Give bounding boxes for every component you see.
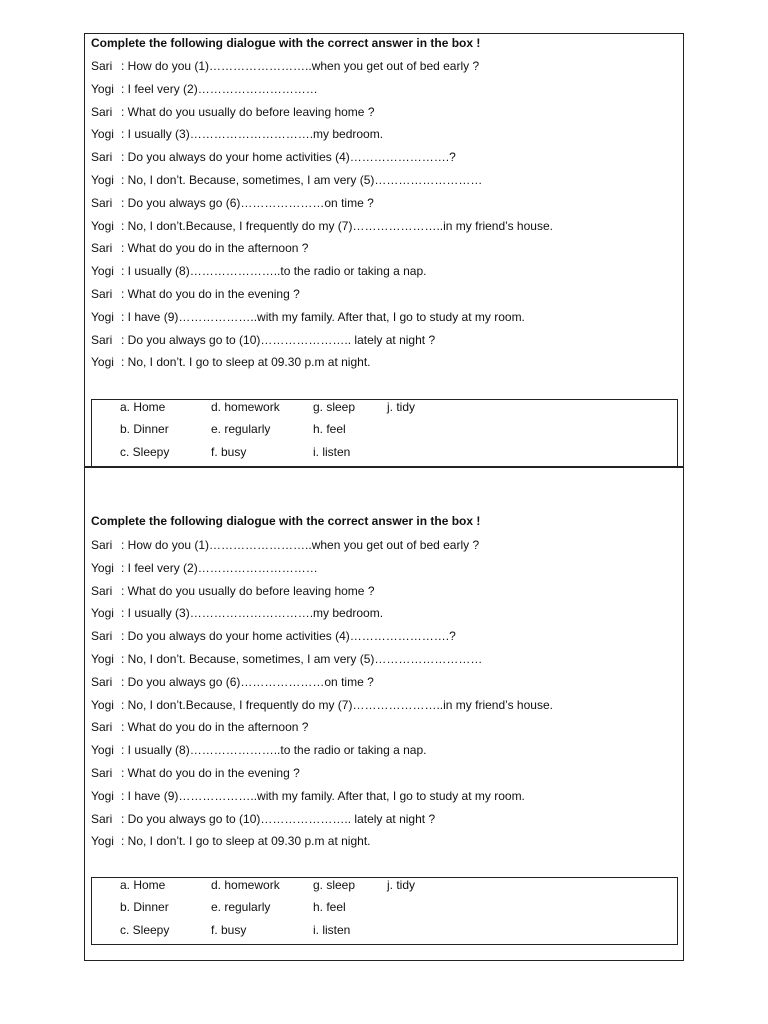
dialogue-line: [91, 283, 679, 306]
dialogue-line: [91, 694, 679, 717]
answer-option: d. homework: [211, 400, 280, 414]
speaker-name: Sari: [91, 811, 113, 826]
utterance: : No, I don’t. I go to sleep at 09.30 p.m at night.: [121, 355, 371, 370]
dialogue-line: [91, 785, 679, 808]
dialogue-line: [91, 169, 679, 192]
dialogue-line: [91, 55, 679, 78]
utterance: : I usually (8)…………………..to the radio or taking a nap.: [121, 264, 427, 279]
utterance: : I have (9)………………..with my family. After that, I go to study at my room.: [121, 309, 525, 324]
utterance: : No, I don’t. Because, sometimes, I am very (5)………………………: [121, 172, 483, 187]
dialogue-line: [91, 716, 679, 739]
dialogue-line: [91, 830, 679, 853]
utterance: : What do you do in the afternoon ?: [121, 241, 309, 256]
utterance: : Do you always go to (10)………………….. lately at night ?: [121, 811, 436, 826]
utterance: : I have (9)………………..with my family. After that, I go to study at my room.: [121, 788, 525, 803]
speaker-name: Yogi: [91, 560, 114, 575]
dialogue-line: [91, 237, 679, 260]
dialogue-line: [91, 534, 679, 557]
answer-option: j. tidy: [387, 878, 416, 892]
speaker-name: Sari: [91, 59, 113, 73]
speaker-name: Yogi: [91, 788, 114, 803]
answer-option: c. Sleepy: [120, 923, 170, 937]
speaker-name: Yogi: [91, 606, 114, 621]
speaker-name: Sari: [91, 583, 113, 598]
dialogue-line: [91, 146, 679, 169]
answer-option: j. tidy: [387, 400, 416, 414]
utterance: : Do you always do your home activities (4)…………………….?: [121, 629, 456, 644]
speaker-name: Sari: [91, 104, 113, 119]
dialogue-line: [91, 739, 679, 762]
dialogue-line: [91, 762, 679, 785]
dialogue-line: [91, 671, 679, 694]
answer-option: f. busy: [211, 445, 247, 459]
answer-option: f. busy: [211, 923, 247, 937]
speaker-name: Sari: [91, 629, 113, 644]
utterance: : No, I don’t.Because, I frequently do my (7)…………………..in my friend’s house.: [121, 697, 553, 712]
instruction-heading: Complete the following dialogue with the correct answer in the box !: [91, 514, 481, 528]
dialogue-line: [91, 557, 679, 580]
answer-option: a. Home: [120, 878, 166, 892]
utterance: : I feel very (2)…………………………: [121, 560, 318, 575]
dialogue-line: [91, 648, 679, 671]
dialogue-line: [91, 602, 679, 625]
speaker-name: Yogi: [91, 355, 114, 370]
speaker-name: Sari: [91, 765, 113, 780]
utterance: : I usually (3)………………………….my bedroom.: [121, 127, 384, 142]
speaker-name: Yogi: [91, 81, 114, 96]
utterance: : I usually (8)…………………..to the radio or taking a nap.: [121, 743, 427, 758]
answer-option: i. listen: [313, 445, 351, 459]
utterance: : I usually (3)………………………….my bedroom.: [121, 606, 384, 621]
worksheet-2: [84, 467, 684, 961]
utterance: : No, I don’t. I go to sleep at 09.30 p.m at night.: [121, 834, 371, 849]
utterance: : I feel very (2)…………………………: [121, 81, 318, 96]
dialogue-line: [91, 329, 679, 352]
speaker-name: Sari: [91, 286, 113, 301]
instruction-heading: Complete the following dialogue with the correct answer in the box !: [91, 36, 481, 50]
utterance: : No, I don’t. Because, sometimes, I am very (5)………………………: [121, 651, 483, 666]
answer-options-box: [91, 877, 678, 945]
answer-option: g. sleep: [313, 400, 356, 414]
dialogue-line: [91, 351, 679, 374]
answer-option: e. regularly: [211, 900, 271, 914]
speaker-name: Sari: [91, 150, 113, 165]
speaker-name: Yogi: [91, 309, 114, 324]
speaker-name: Yogi: [91, 172, 114, 187]
utterance: : How do you (1)……………………..when you get out of bed early ?: [121, 59, 480, 73]
speaker-name: Sari: [91, 538, 113, 552]
dialogue-line: [91, 306, 679, 329]
speaker-name: Yogi: [91, 651, 114, 666]
speaker-name: Yogi: [91, 264, 114, 279]
answer-option: g. sleep: [313, 878, 356, 892]
utterance: : What do you usually do before leaving home ?: [121, 583, 375, 598]
dialogue-line: [91, 625, 679, 648]
dialogue-line: [91, 123, 679, 146]
speaker-name: Sari: [91, 195, 113, 210]
answer-option: c. Sleepy: [120, 445, 170, 459]
dialogue: [91, 55, 679, 374]
answer-option: b. Dinner: [120, 900, 169, 914]
speaker-name: Yogi: [91, 218, 114, 233]
speaker-name: Yogi: [91, 743, 114, 758]
speaker-name: Sari: [91, 674, 113, 689]
answer-option: b. Dinner: [120, 422, 169, 436]
worksheet-1: [84, 33, 684, 467]
utterance: : How do you (1)……………………..when you get out of bed early ?: [121, 538, 480, 552]
answer-options-box: [91, 399, 678, 467]
utterance: : What do you do in the evening ?: [121, 286, 300, 301]
dialogue: [91, 534, 679, 853]
utterance: : Do you always go to (10)………………….. lately at night ?: [121, 332, 436, 347]
speaker-name: Sari: [91, 720, 113, 735]
answer-option: a. Home: [120, 400, 166, 414]
dialogue-line: [91, 215, 679, 238]
utterance: : What do you do in the afternoon ?: [121, 720, 309, 735]
answer-option: h. feel: [313, 900, 346, 914]
answer-option: h. feel: [313, 422, 346, 436]
speaker-name: Sari: [91, 241, 113, 256]
dialogue-line: [91, 78, 679, 101]
answer-option: i. listen: [313, 923, 351, 937]
speaker-name: Sari: [91, 332, 113, 347]
dialogue-line: [91, 808, 679, 831]
speaker-name: Yogi: [91, 697, 114, 712]
speaker-name: Yogi: [91, 834, 114, 849]
dialogue-line: [91, 580, 679, 603]
utterance: : What do you do in the evening ?: [121, 765, 300, 780]
dialogue-line: [91, 101, 679, 124]
answer-option: d. homework: [211, 878, 280, 892]
answer-option: e. regularly: [211, 422, 271, 436]
utterance: : What do you usually do before leaving home ?: [121, 104, 375, 119]
utterance: : No, I don’t.Because, I frequently do my (7)…………………..in my friend’s house.: [121, 218, 553, 233]
dialogue-line: [91, 192, 679, 215]
utterance: : Do you always go (6)…………………on time ?: [121, 674, 374, 689]
dialogue-line: [91, 260, 679, 283]
speaker-name: Yogi: [91, 127, 114, 142]
utterance: : Do you always do your home activities (4)…………………….?: [121, 150, 456, 165]
utterance: : Do you always go (6)…………………on time ?: [121, 195, 374, 210]
